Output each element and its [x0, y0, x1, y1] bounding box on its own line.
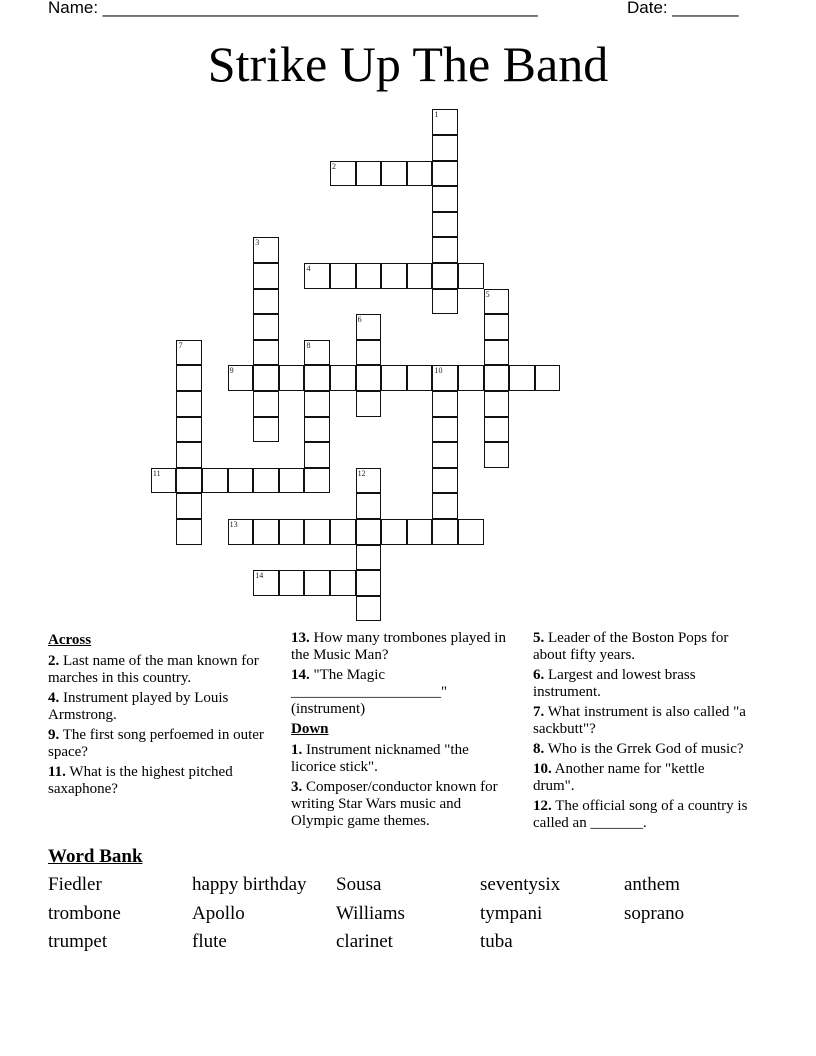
crossword-cell[interactable]: [330, 365, 356, 391]
crossword-cell[interactable]: [432, 493, 458, 519]
clue-text: What is the highest pitched saxaphone?: [48, 764, 233, 797]
clue-number: 5.: [533, 630, 545, 646]
clue-across-4: [48, 690, 273, 724]
word-bank-item: soprano: [624, 902, 685, 924]
crossword-cell[interactable]: [356, 493, 382, 519]
crossword-cell[interactable]: [330, 519, 356, 545]
clues-column-3: [533, 630, 748, 835]
clue-down-10: [533, 761, 748, 795]
crossword-cell[interactable]: [432, 237, 458, 263]
crossword-cell[interactable]: [253, 519, 279, 545]
clue-number: 10.: [533, 761, 552, 777]
crossword-cell[interactable]: [330, 570, 356, 596]
crossword-cell[interactable]: [407, 263, 433, 289]
crossword-cell[interactable]: [253, 570, 279, 596]
crossword-cell[interactable]: [253, 289, 279, 315]
word-bank-item: Sousa: [336, 874, 382, 895]
clue-number: 13.: [291, 630, 310, 646]
clue-text: What instrument is also called "a sackbutt"?: [533, 704, 746, 737]
crossword-cell[interactable]: [484, 314, 510, 340]
crossword-cell[interactable]: [304, 340, 330, 366]
crossword-cell[interactable]: [176, 365, 202, 391]
crossword-cell[interactable]: [381, 519, 407, 545]
crossword-cell[interactable]: [381, 365, 407, 391]
crossword-cell[interactable]: [407, 161, 433, 187]
crossword-cell[interactable]: [356, 161, 382, 187]
word-bank-item: anthem: [624, 874, 680, 895]
crossword-cell[interactable]: [381, 263, 407, 289]
crossword-cell[interactable]: [253, 314, 279, 340]
crossword-cell[interactable]: [253, 391, 279, 417]
clue-number: 14.: [291, 667, 310, 683]
clue-across-2: [48, 653, 273, 687]
crossword-cell[interactable]: [253, 340, 279, 366]
crossword-cell[interactable]: [458, 263, 484, 289]
clue-down-8: [533, 741, 748, 758]
crossword-cell[interactable]: [304, 417, 330, 443]
crossword-cell[interactable]: [228, 365, 254, 391]
crossword-cell[interactable]: [253, 263, 279, 289]
cell-number: 5: [485, 289, 490, 299]
clue-across-11: [48, 764, 273, 798]
crossword-cell[interactable]: [484, 289, 510, 315]
crossword-cell[interactable]: [356, 263, 382, 289]
crossword-cell[interactable]: [432, 289, 458, 315]
cell-number: 9: [229, 366, 234, 376]
word-bank-item: Williams: [336, 902, 405, 924]
crossword-cell[interactable]: [202, 468, 228, 494]
crossword-cell[interactable]: [304, 365, 330, 391]
crossword-cell[interactable]: [279, 570, 305, 596]
crossword-cell[interactable]: [432, 263, 458, 289]
crossword-cell[interactable]: [356, 314, 382, 340]
crossword-cell[interactable]: [432, 186, 458, 212]
cell-number: 13: [229, 519, 238, 529]
clues-column-1: [48, 630, 273, 801]
clue-number: 6.: [533, 667, 545, 683]
crossword-cell[interactable]: [253, 417, 279, 443]
crossword-cell[interactable]: [458, 365, 484, 391]
word-bank-item: trombone: [48, 902, 121, 924]
crossword-cell[interactable]: [176, 519, 202, 545]
clue-down-1: [291, 742, 516, 776]
crossword-cell[interactable]: [304, 391, 330, 417]
clue-text: Another name for "kettle drum".: [533, 761, 705, 794]
cell-number: 1: [434, 110, 439, 120]
crossword-cell[interactable]: [484, 365, 510, 391]
cell-number: 11: [152, 468, 161, 478]
cell-number: 7: [178, 340, 183, 350]
date-field[interactable]: Date: _______: [627, 0, 739, 17]
clue-number: 1.: [291, 742, 303, 758]
cell-number: 4: [306, 263, 311, 273]
crossword-cell[interactable]: [356, 391, 382, 417]
cell-number: 14: [255, 571, 264, 581]
crossword-cell[interactable]: [432, 519, 458, 545]
down-heading: Down: [291, 721, 329, 737]
crossword-cell[interactable]: [253, 365, 279, 391]
word-bank-item: happy birthday: [192, 874, 307, 895]
clue-text: "The Magic ____________________" (instrument): [291, 667, 448, 717]
crossword-cell[interactable]: [176, 340, 202, 366]
clue-across-9: [48, 727, 273, 761]
crossword-cell[interactable]: [176, 442, 202, 468]
crossword-cell[interactable]: [432, 161, 458, 187]
clue-across-14: [291, 667, 516, 718]
crossword-cell[interactable]: [176, 417, 202, 443]
clue-down-3: [291, 779, 516, 830]
crossword-cell[interactable]: [407, 365, 433, 391]
crossword-cell[interactable]: [330, 161, 356, 187]
crossword-cell[interactable]: [279, 519, 305, 545]
crossword-cell[interactable]: [228, 468, 254, 494]
crossword-cell[interactable]: [381, 161, 407, 187]
crossword-cell[interactable]: [304, 468, 330, 494]
clue-number: 12.: [533, 798, 552, 814]
crossword-cell[interactable]: [279, 365, 305, 391]
clue-number: 4.: [48, 690, 60, 706]
page-title: Strike Up The Band: [207, 36, 609, 92]
crossword-cell[interactable]: [509, 365, 535, 391]
clue-text: Composer/conductor known for writing Star Wars music and Olympic game themes.: [291, 779, 498, 829]
crossword-cell[interactable]: [484, 417, 510, 443]
clue-down-12: [533, 798, 748, 832]
crossword-cell[interactable]: [253, 468, 279, 494]
clue-number: 11.: [48, 764, 66, 780]
word-bank-item: trumpet: [48, 931, 108, 952]
crossword-cell[interactable]: [484, 340, 510, 366]
clue-down-6: [533, 667, 748, 701]
crossword-cell[interactable]: [432, 417, 458, 443]
cell-number: 2: [332, 161, 337, 171]
cell-number: 10: [434, 366, 443, 376]
clue-text: Who is the Grrek God of music?: [544, 741, 744, 757]
clue-text: How many trombones played in the Music Man?: [291, 630, 506, 663]
word-bank-item: clarinet: [336, 931, 393, 952]
clue-text: Largest and lowest brass instrument.: [533, 667, 696, 700]
crossword-cell[interactable]: [356, 545, 382, 571]
cell-number: 3: [255, 238, 260, 248]
crossword-cell[interactable]: [432, 468, 458, 494]
crossword-cell[interactable]: [304, 442, 330, 468]
crossword-cell[interactable]: [356, 570, 382, 596]
word-bank-item: Fiedler: [48, 874, 102, 895]
crossword-cell[interactable]: [432, 365, 458, 391]
clue-across-13: [291, 630, 516, 664]
across-heading: Across: [48, 632, 92, 648]
crossword-cell[interactable]: [484, 391, 510, 417]
crossword-cell[interactable]: [432, 109, 458, 135]
clue-number: 2.: [48, 653, 60, 669]
clue-number: 7.: [533, 704, 545, 720]
crossword-cell[interactable]: [304, 519, 330, 545]
clue-text: Leader of the Boston Pops for about fifty years.: [533, 630, 729, 663]
cell-number: 12: [357, 468, 366, 478]
crossword-cell[interactable]: [356, 340, 382, 366]
clue-number: 3.: [291, 779, 303, 795]
crossword-cell[interactable]: [432, 442, 458, 468]
clue-text: Instrument nicknamed "the licorice stick".: [291, 742, 469, 775]
crossword-cell[interactable]: [228, 519, 254, 545]
crossword-cell[interactable]: [304, 570, 330, 596]
crossword-cell[interactable]: [356, 365, 382, 391]
clue-text: The first song perfoemed in outer space?: [48, 727, 264, 760]
word-bank-item: seventysix: [480, 874, 561, 895]
word-bank-item: flute: [192, 931, 227, 952]
crossword-cell[interactable]: [535, 365, 561, 391]
crossword-cell[interactable]: [356, 468, 382, 494]
name-field[interactable]: Name: ______________________________________________: [48, 0, 538, 17]
crossword-cell[interactable]: [279, 468, 305, 494]
word-bank-item: Apollo: [192, 902, 245, 924]
crossword-cell[interactable]: [458, 519, 484, 545]
crossword-cell[interactable]: [356, 519, 382, 545]
word-bank-title: Word Bank: [48, 846, 143, 867]
clue-down-7: [533, 704, 748, 738]
clue-text: Instrument played by Louis Armstrong.: [48, 690, 229, 723]
clue-text: The official song of a country is called an _______.: [533, 798, 748, 831]
word-bank: [48, 874, 768, 954]
crossword-cell[interactable]: [176, 391, 202, 417]
crossword-cell[interactable]: [330, 263, 356, 289]
crossword-cell[interactable]: [432, 391, 458, 417]
clues-column-2: [291, 630, 516, 833]
crossword-cell[interactable]: [356, 596, 382, 622]
crossword-cell[interactable]: [176, 493, 202, 519]
clue-down-5: [533, 630, 748, 664]
crossword-cell[interactable]: [432, 212, 458, 238]
crossword-cell[interactable]: [484, 442, 510, 468]
crossword-cell[interactable]: [407, 519, 433, 545]
clue-number: 8.: [533, 741, 545, 757]
crossword-cell[interactable]: [151, 468, 177, 494]
crossword-cell[interactable]: [253, 237, 279, 263]
cell-number: 8: [306, 340, 311, 350]
cell-number: 6: [357, 315, 362, 325]
crossword-cell[interactable]: [432, 135, 458, 161]
clue-text: Last name of the man known for marches in this country.: [48, 653, 259, 686]
word-bank-item: tympani: [480, 902, 543, 924]
crossword-cell[interactable]: [304, 263, 330, 289]
word-bank-item: tuba: [480, 931, 513, 952]
clue-number: 9.: [48, 727, 60, 743]
crossword-cell[interactable]: [176, 468, 202, 494]
